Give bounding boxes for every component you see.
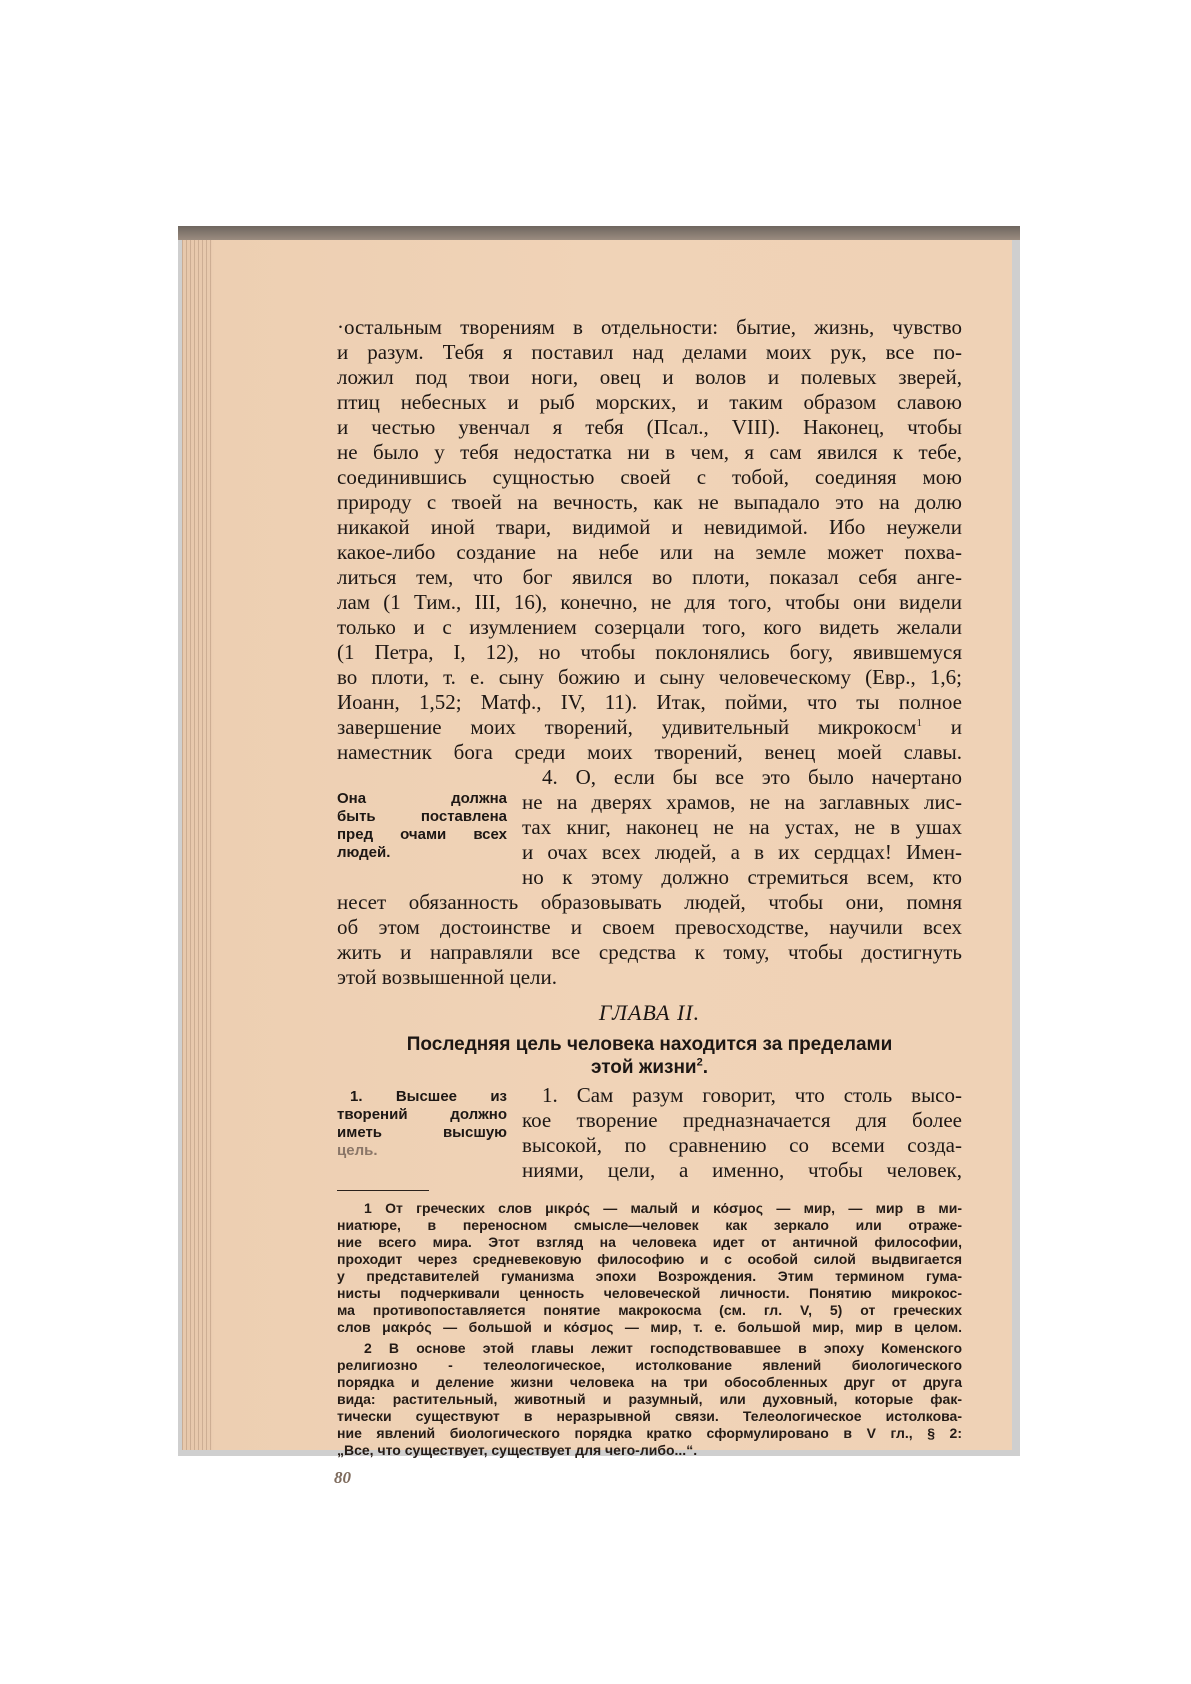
para4-line: но к этому должно стремиться всем, кто bbox=[522, 865, 962, 889]
body-line: не было у тебя недостатка ни в чем, я сам явился к тебе, bbox=[337, 440, 962, 464]
margin-note-line: цель. bbox=[337, 1142, 378, 1159]
chapter-line: высокой, по сравнению со всеми созда- bbox=[522, 1133, 962, 1157]
footnote-line: 1 От греческих слов μικρός — малый и κόσμος — мир, — мир в ми- bbox=[364, 1200, 962, 1216]
footnote-line: 2 В основе этой главы лежит господствовавшее в эпоху Коменского bbox=[364, 1340, 962, 1356]
margin-note-line: 1. Высшее из bbox=[350, 1088, 507, 1105]
footnote-line: тически существуют в неразрывной связи. Телеологическое истолкова- bbox=[337, 1408, 962, 1424]
para4-line: тах книг, наконец не на устах, не в ушах bbox=[522, 815, 962, 839]
body-line bbox=[337, 715, 962, 740]
body-line: только и с изумлением созерцали того, кого видеть желали bbox=[337, 615, 962, 639]
footnote-line: у представителей гуманизма эпохи Возрождения. Этим термином гума- bbox=[337, 1268, 962, 1284]
body-line: (1 Петра, I, 12), но чтобы поклонялись богу, явившемуся bbox=[337, 640, 962, 664]
chapter-line: кое творение предназначается для более bbox=[522, 1108, 962, 1132]
body-line: птиц небесных и рыб морских, и таким образом славою bbox=[337, 390, 962, 414]
footnote-line: ниатюре, в переносном смысле—человек как зеркало или отраже- bbox=[337, 1217, 962, 1233]
page-number: 80 bbox=[334, 1468, 351, 1487]
footnote-line: вида: растительный, животный и разумный, или духовный, которые фак- bbox=[337, 1391, 962, 1407]
chapter-title-line: Последняя цель человека находится за пределами bbox=[406, 1034, 893, 1055]
body-line: природу с твоей на вечность, как не выпадало это на долю bbox=[337, 490, 962, 514]
margin-note-line: иметь высшую bbox=[337, 1124, 507, 1141]
body-line: ·остальным творениям в отдельности: бытие, жизнь, чувство bbox=[337, 315, 962, 339]
body-line: какое-либо создание на небе или на земле может похва- bbox=[337, 540, 962, 564]
footnote-line: ние явлений биологического порядка кратко сформулировано в V гл., § 2: bbox=[337, 1425, 962, 1441]
chapter-line: 1. Сам разум говорит, что столь высо- bbox=[542, 1083, 962, 1107]
chapter-line: ниями, цели, а именно, чтобы человек, bbox=[522, 1158, 962, 1182]
margin-note-line: пред очами всех bbox=[337, 826, 507, 843]
footnote-line: нисты подчеркивали ценность человеческой личности. Понятию микрокос- bbox=[337, 1285, 962, 1301]
body-line: Иоанн, 1,52; Матф., IV, 11). Итак, пойми, что ты полное bbox=[337, 690, 962, 714]
footnote-line: проходит через средневековую философию и с особой силой выдвигается bbox=[337, 1251, 962, 1267]
para4-line: 4. О, если бы все это было начертано bbox=[542, 765, 962, 789]
body-line: несет обязанность образовывать людей, чтобы они, помня bbox=[337, 890, 962, 914]
body-line: ложил под твои ноги, овец и волов и полевых зверей, bbox=[337, 365, 962, 389]
footnote-ref: 1 bbox=[916, 717, 922, 729]
footnote-line: ние всего мира. Этот взгляд на человека идет от античной философии, bbox=[337, 1234, 962, 1250]
footnote-rule bbox=[337, 1190, 429, 1191]
footnote-line: слов μακρός — большой и κόσμος — мир, т. е. большой мир, мир в целом. bbox=[337, 1319, 962, 1335]
page-edges bbox=[182, 240, 212, 1450]
para4-line: и очах всех людей, а в их сердцах! Имен- bbox=[522, 840, 962, 864]
body-line: об этом достоинстве и своем превосходстве, научили всех bbox=[337, 915, 962, 939]
footnote-line: ма противопоставляется понятие макрокосма (см. гл. V, 5) от греческих bbox=[337, 1302, 962, 1318]
chapter-title-line bbox=[337, 1056, 962, 1079]
body-line: лам (1 Тим., III, 16), конечно, не для того, чтобы они видели bbox=[337, 590, 962, 614]
footnote-line: порядка и деление жизни человека на три обособленных друг от друга bbox=[337, 1374, 962, 1390]
book-page bbox=[182, 240, 1012, 1487]
body-line: во плоти, т. е. сыну божию и сыну человеческому (Евр., 1,6; bbox=[337, 665, 962, 689]
chapter-title-end: . bbox=[702, 1057, 709, 1078]
margin-note-line: быть поставлена bbox=[337, 808, 507, 825]
body-line: и честью увенчал я тебя (Псал., VIII). Наконец, чтобы bbox=[337, 415, 962, 439]
para4-line: не на дверях храмов, не на заглавных лис- bbox=[522, 790, 962, 814]
body-line: и разум. Тебя я поставил над делами моих рук, все по- bbox=[337, 340, 962, 364]
chapter-number: ГЛАВА II. bbox=[598, 1000, 701, 1025]
scan-top-edge bbox=[178, 226, 1020, 240]
footnote-line: „Все, что существует, существует для чего-либо...“. bbox=[337, 1442, 698, 1458]
body-line: жить и направляли все средства к тому, чтобы достигнуть bbox=[337, 940, 962, 964]
footnote-ref: 2 bbox=[696, 1056, 703, 1069]
margin-note-line: творений должно bbox=[337, 1106, 507, 1123]
body-line: никакой иной твари, видимой и невидимой. Ибо неужели bbox=[337, 515, 962, 539]
body-line: наместник бога среди моих творений, венец моей славы. bbox=[337, 740, 962, 764]
body-line-tail: и bbox=[921, 715, 962, 739]
margin-note-line: людей. bbox=[337, 844, 391, 861]
margin-note-line: Она должна bbox=[337, 790, 507, 807]
chapter-title-text: этой жизни bbox=[590, 1057, 697, 1078]
body-line: этой возвышенной цели. bbox=[337, 965, 557, 989]
footnote-line: религиозно - телеологическое, истолкование явлений биологического bbox=[337, 1357, 962, 1373]
body-line: соединившись сущностью своей с тобой, соединяя мою bbox=[337, 465, 962, 489]
body-line-text: завершение моих творений, удивительный микрокосм bbox=[337, 715, 917, 739]
body-line: литься тем, что бог явился во плоти, показал себя анге- bbox=[337, 565, 962, 589]
